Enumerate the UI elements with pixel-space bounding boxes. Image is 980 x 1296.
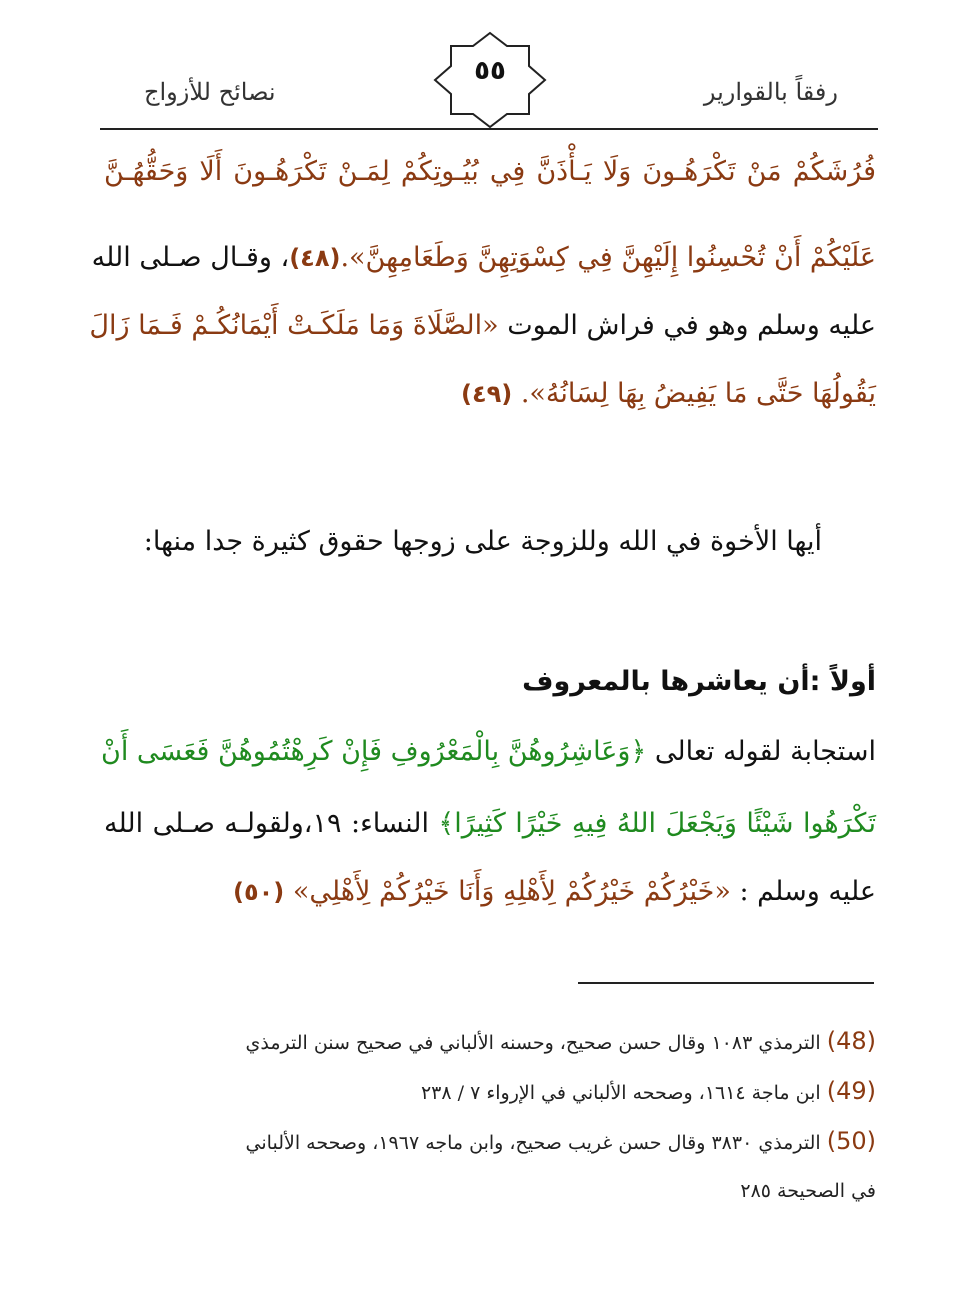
footnote-ref[interactable]: (٥٠)	[233, 878, 285, 906]
hadith-text: يَقُولُهَا حَتَّى مَا يَفِيضُ بِهَا لِسَانُهُ».	[520, 378, 876, 409]
quran-verse: تَكْرَهُوا شَيْئًا وَيَجْعَلَ اللهُ فِيهِ خَيْرًا كَثِيرًا﴾	[438, 808, 876, 839]
body-text: عليه وسلم :	[739, 876, 876, 907]
footnote-text: ابن ماجة ١٦١٤، وصححه الألباني في الإرواء ٧ / ٢٣٨	[420, 1082, 821, 1104]
footnote-number-value: 49	[836, 1077, 867, 1105]
page-header	[100, 30, 878, 132]
section-heading: أولاً :أن يعاشرها بالمعروف	[522, 666, 876, 697]
footnote-number: (50)	[826, 1127, 876, 1155]
quran-verse: ﴿وَعَاشِرُوهُنَّ بِالْمَعْرُوفِ فَإِنْ كَرِهْتُمُوهُنَّ فَعَسَى أَنْ	[100, 736, 647, 767]
text-line	[104, 374, 876, 414]
footnote-text: الترمذي ٣٨٣٠ وقال حسن غريب صحيح، وابن ماجه ١٩٦٧، وصححه الألباني	[245, 1132, 821, 1154]
text-line	[104, 804, 876, 844]
footnote-text: الترمذي ١٠٨٣ وقال حسن صحيح، وحسنه الألباني في صحيح سنن الترمذي	[245, 1032, 821, 1054]
text-line	[104, 152, 876, 192]
page-number: ٥٥	[474, 56, 506, 86]
hadith-text: «الصَّلَاةَ وَمَا مَلَكَـتْ أَيْمَانُكُـمْ فَـمَا زَالَ	[89, 310, 499, 341]
footnote-item	[104, 1026, 876, 1058]
footnote-number: (49)	[826, 1077, 876, 1105]
footnote-divider	[578, 982, 874, 984]
text-line	[100, 732, 876, 772]
text-line	[104, 872, 876, 912]
text-line	[89, 306, 876, 346]
hadith-text: «خَيْرُكُمْ خَيْرُكُمْ لِأَهْلِهِ وَأَنَا خَيْرُكُمْ لِأَهْلِي»	[292, 876, 731, 907]
body-text: النساء: ١٩،ولقولـه صـلى الله	[104, 808, 429, 839]
footnote-number-value: 48	[836, 1027, 867, 1055]
body-text: ، وقـال صـلى الله	[91, 242, 290, 273]
footnote-item	[104, 1076, 876, 1108]
header-divider	[100, 128, 878, 130]
footnote-ref[interactable]: (٤٩)	[460, 380, 513, 408]
book-title: رفقاً بالقوارير	[703, 78, 838, 106]
body-text: عليه وسلم وهو في فراش الموت	[507, 310, 876, 341]
chapter-title: نصائح للأزواج	[144, 78, 276, 106]
text-line	[91, 238, 876, 278]
hadith-text: فُرُشَكُمْ مَنْ تَكْرَهُـونَ وَلَا يَـأْذَنَّ فِي بُيُـوتِكُمْ لِمَـنْ تَكْرَهُـونَ أَلَا وَحَقُّهُـنَّ	[104, 156, 876, 187]
page-number-badge	[429, 30, 551, 130]
intro-text: أيها الأخوة في الله وللزوجة على زوجها حقوق كثيرة جدا منها:	[143, 526, 822, 557]
hadith-text: عَلَيْكُمْ أَنْ تُحْسِنُوا إِلَيْهِنَّ فِي كِسْوَتِهِنَّ وَطَعَامِهِنَّ».	[340, 242, 876, 273]
footnote-ref[interactable]: (٤٨)	[289, 244, 341, 272]
footnote-continuation: في الصحيحة ٢٨٥	[740, 1180, 876, 1202]
body-text: استجابة لقوله تعالى	[654, 736, 876, 767]
footnote-item	[104, 1126, 876, 1158]
footnote-number: (48)	[826, 1027, 876, 1055]
footnote-number-value: 50	[836, 1127, 867, 1155]
